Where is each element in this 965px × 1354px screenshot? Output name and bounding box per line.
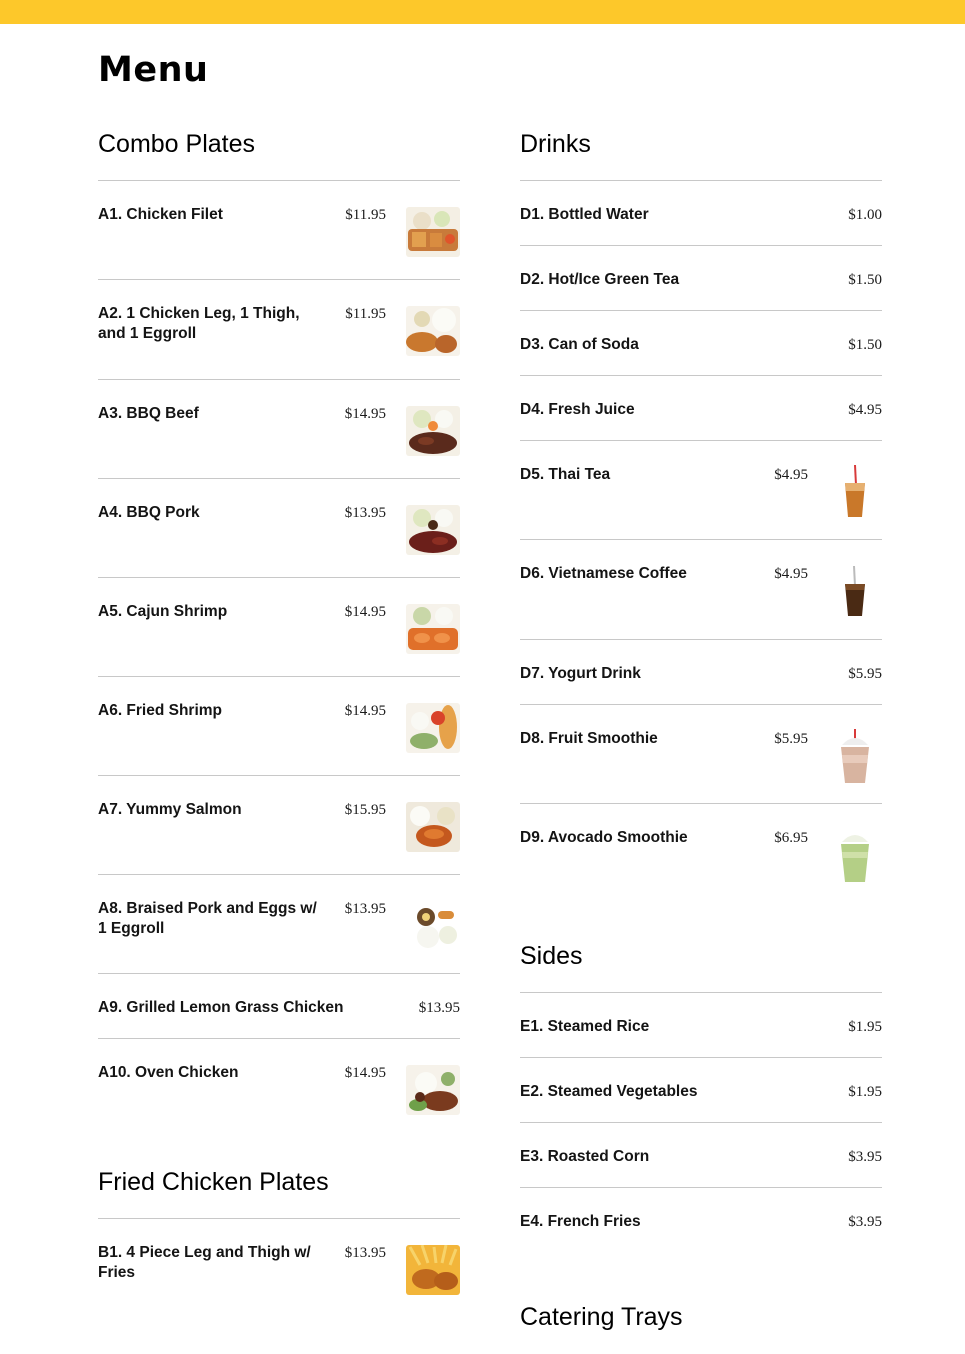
item-price: $14.95 [344, 406, 386, 422]
item-name: A4. BBQ Pork [98, 504, 200, 521]
item-price: $4.95 [848, 402, 882, 418]
menu-item-a5[interactable] [98, 578, 460, 677]
menu-item-a1[interactable] [98, 181, 460, 280]
item-price: $14.95 [344, 1065, 386, 1081]
food-thumbnail[interactable] [406, 306, 460, 356]
menu-item-a7[interactable] [98, 776, 460, 875]
page-title: Menu [98, 50, 209, 90]
right-column [520, 128, 882, 1354]
item-price: $1.95 [848, 1019, 882, 1035]
menu-item-d9[interactable] [520, 804, 882, 903]
menu-item-a8[interactable] [98, 875, 460, 974]
section-title-catering-trays: Catering Trays [520, 1303, 683, 1331]
section-title-fried-chicken-plates: Fried Chicken Plates [98, 1166, 460, 1219]
item-price: $1.95 [848, 1084, 882, 1100]
item-name: A6. Fried Shrimp [98, 702, 223, 719]
item-name: A5. Cajun Shrimp [98, 603, 228, 620]
item-name: D2. Hot/Ice Green Tea [520, 271, 680, 288]
item-price: $4.95 [774, 467, 808, 483]
coffee-cup-icon[interactable] [842, 564, 868, 618]
item-price: $14.95 [344, 703, 386, 719]
item-price: $1.00 [848, 207, 882, 223]
item-name: E4. French Fries [520, 1213, 641, 1230]
item-name: E2. Steamed Vegetables [520, 1083, 698, 1100]
fried-chicken-list [98, 1219, 460, 1318]
item-name: A2. 1 Chicken Leg, 1 Thigh, and 1 Eggroll [98, 305, 300, 342]
item-name: D3. Can of Soda [520, 336, 639, 353]
thai-tea-cup-icon[interactable] [842, 465, 868, 519]
menu-item-d5[interactable] [520, 441, 882, 540]
menu-item-d4[interactable] [520, 376, 882, 441]
food-thumbnail[interactable] [406, 1065, 460, 1115]
menu-item-a6[interactable] [98, 677, 460, 776]
item-price: $13.95 [418, 1000, 460, 1016]
item-price: $13.95 [344, 901, 386, 917]
food-thumbnail[interactable] [406, 406, 460, 456]
menu-item-e2[interactable] [520, 1058, 882, 1123]
item-name: A3. BBQ Beef [98, 405, 199, 422]
item-price: $5.95 [848, 666, 882, 682]
menu-item-a10[interactable] [98, 1039, 460, 1138]
food-thumbnail[interactable] [406, 207, 460, 257]
item-name: D4. Fresh Juice [520, 401, 635, 418]
item-name: D7. Yogurt Drink [520, 665, 641, 682]
fruit-smoothie-cup-icon[interactable] [838, 729, 872, 783]
item-name: D6. Vietnamese Coffee [520, 565, 687, 582]
item-price: $11.95 [345, 306, 386, 322]
item-name: D5. Thai Tea [520, 466, 611, 483]
drinks-list [520, 181, 882, 903]
item-name: E1. Steamed Rice [520, 1018, 650, 1035]
menu-item-b1[interactable] [98, 1219, 460, 1318]
item-name: A10. Oven Chicken [98, 1064, 239, 1081]
menu-item-a4[interactable] [98, 479, 460, 578]
menu-item-d6[interactable] [520, 540, 882, 640]
item-price: $11.95 [345, 207, 386, 223]
item-price: $1.50 [848, 272, 882, 288]
menu-item-e4[interactable] [520, 1188, 882, 1253]
item-price: $6.95 [774, 830, 808, 846]
menu-item-a3[interactable] [98, 380, 460, 479]
menu-item-e3[interactable] [520, 1123, 882, 1188]
item-price: $4.95 [774, 566, 808, 582]
food-thumbnail[interactable] [406, 505, 460, 555]
item-name: D1. Bottled Water [520, 206, 649, 223]
item-price: $1.50 [848, 337, 882, 353]
menu-item-d1[interactable] [520, 181, 882, 246]
menu-item-d3[interactable] [520, 311, 882, 376]
item-name: B1. 4 Piece Leg and Thigh w/ Fries [98, 1244, 311, 1281]
menu-item-d7[interactable] [520, 640, 882, 705]
menu-item-a9[interactable] [98, 974, 460, 1039]
item-name: D9. Avocado Smoothie [520, 829, 688, 846]
item-price: $5.95 [774, 731, 808, 747]
food-thumbnail[interactable] [406, 604, 460, 654]
food-thumbnail[interactable] [406, 901, 460, 951]
section-title-sides: Sides [520, 940, 882, 993]
item-price: $3.95 [848, 1214, 882, 1230]
avocado-smoothie-cup-icon[interactable] [838, 828, 872, 882]
menu-item-d2[interactable] [520, 246, 882, 311]
combo-plates-list [98, 181, 460, 1138]
item-name: A1. Chicken Filet [98, 206, 223, 223]
menu-item-a2[interactable] [98, 280, 460, 380]
menu-item-e1[interactable] [520, 993, 882, 1058]
food-thumbnail[interactable] [406, 802, 460, 852]
food-thumbnail[interactable] [406, 703, 460, 753]
item-name: A7. Yummy Salmon [98, 801, 242, 818]
section-title-combo-plates: Combo Plates [98, 128, 460, 181]
menu-item-d8[interactable] [520, 705, 882, 804]
item-price: $13.95 [344, 505, 386, 521]
section-title-drinks: Drinks [520, 128, 882, 181]
item-name: D8. Fruit Smoothie [520, 730, 658, 747]
sides-list [520, 993, 882, 1253]
food-thumbnail[interactable] [406, 1245, 460, 1295]
item-price: $14.95 [344, 604, 386, 620]
top-accent-bar [0, 0, 965, 24]
item-name: A9. Grilled Lemon Grass Chicken [98, 999, 344, 1016]
item-price: $3.95 [848, 1149, 882, 1165]
item-price: $13.95 [344, 1245, 386, 1261]
item-price: $15.95 [344, 802, 386, 818]
item-name: A8. Braised Pork and Eggs w/ 1 Eggroll [98, 900, 317, 937]
item-name: E3. Roasted Corn [520, 1148, 650, 1165]
left-column [98, 128, 460, 1318]
